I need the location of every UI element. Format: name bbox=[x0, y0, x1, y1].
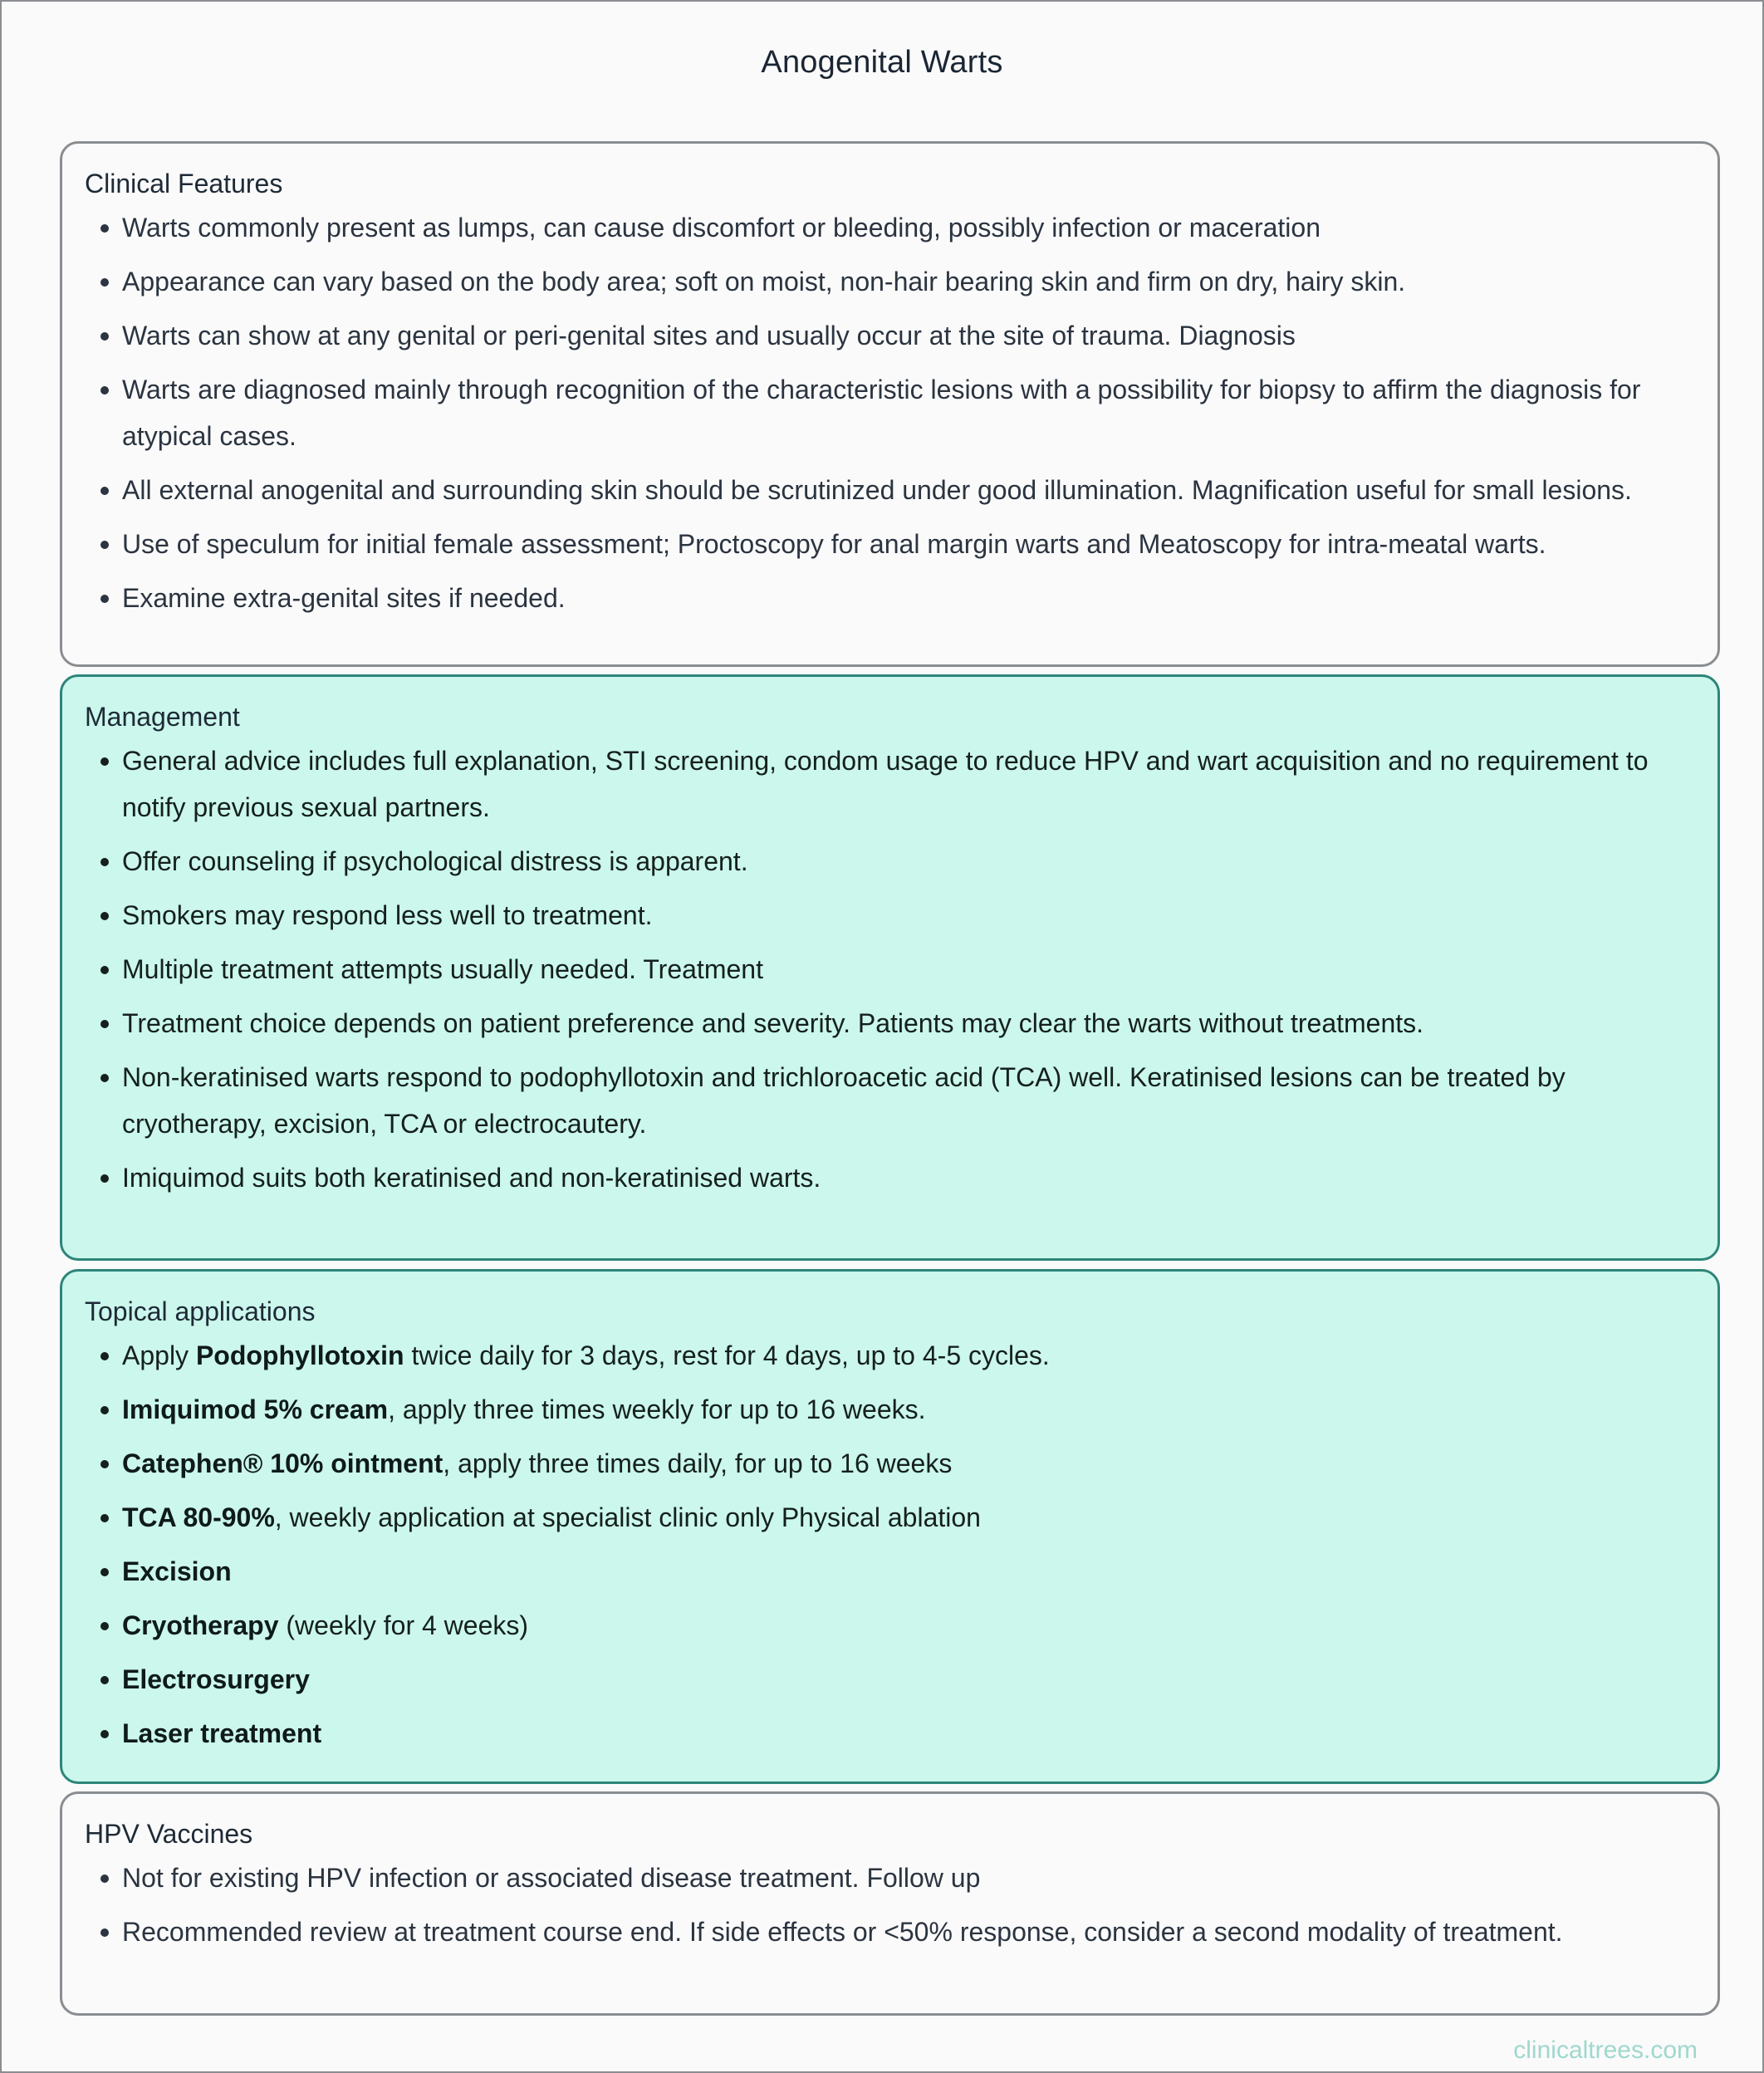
list-item: Appearance can vary based on the body area; soft on moist, non-hair bearing skin and firm on dry, hairy skin. bbox=[122, 258, 1695, 305]
list-item: Offer counseling if psychological distress is apparent. bbox=[122, 838, 1695, 885]
clinical-features-list bbox=[85, 204, 1695, 621]
management-card bbox=[60, 674, 1720, 1261]
list-item: Examine extra-genital sites if needed. bbox=[122, 575, 1695, 621]
section-heading: HPV Vaccines bbox=[85, 1819, 253, 1849]
topical-applications-list bbox=[85, 1332, 1695, 1757]
list-item: Imiquimod 5% cream, apply three times weekly for up to 16 weeks. bbox=[122, 1386, 1695, 1433]
list-item: Imiquimod suits both keratinised and non-keratinised warts. bbox=[122, 1154, 1695, 1201]
list-item: Apply Podophyllotoxin twice daily for 3 days, rest for 4 days, up to 4-5 cycles. bbox=[122, 1332, 1695, 1379]
list-item: Cryotherapy (weekly for 4 weeks) bbox=[122, 1602, 1695, 1649]
list-item: Multiple treatment attempts usually needed. Treatment bbox=[122, 946, 1695, 992]
management-list bbox=[85, 738, 1695, 1201]
list-item: TCA 80-90%, weekly application at specialist clinic only Physical ablation bbox=[122, 1494, 1695, 1541]
list-item: Laser treatment bbox=[122, 1710, 1695, 1757]
list-item: Non-keratinised warts respond to podophyllotoxin and trichloroacetic acid (TCA) well. Keratinised lesions can be treated by cryotherapy, excision, TCA or electrocautery. bbox=[122, 1054, 1695, 1147]
list-item: Catephen® 10% ointment, apply three times daily, for up to 16 weeks bbox=[122, 1440, 1695, 1487]
footer-brand: clinicaltrees.com bbox=[1513, 2036, 1698, 2064]
clinical-features-card bbox=[60, 141, 1720, 667]
list-item: Smokers may respond less well to treatment. bbox=[122, 892, 1695, 938]
list-item: Treatment choice depends on patient preference and severity. Patients may clear the warts without treatments. bbox=[122, 1000, 1695, 1046]
list-item: Warts can show at any genital or peri-genital sites and usually occur at the site of trauma. Diagnosis bbox=[122, 312, 1695, 359]
hpv-vaccines-card bbox=[60, 1791, 1720, 2016]
list-item: Not for existing HPV infection or associated disease treatment. Follow up bbox=[122, 1855, 1695, 1901]
section-heading: Management bbox=[85, 702, 240, 732]
page-title: Anogenital Warts bbox=[761, 45, 1003, 80]
list-item: Use of speculum for initial female assessment; Proctoscopy for anal margin warts and Meatoscopy for intra-meatal warts. bbox=[122, 521, 1695, 567]
section-heading: Topical applications bbox=[85, 1296, 316, 1326]
list-item: Recommended review at treatment course end. If side effects or <50% response, consider a second modality of treatment. bbox=[122, 1909, 1695, 1955]
section-heading: Clinical Features bbox=[85, 169, 283, 198]
list-item: Warts are diagnosed mainly through recognition of the characteristic lesions with a possibility for biopsy to affirm the diagnosis for atypical cases. bbox=[122, 366, 1695, 459]
list-item: Electrosurgery bbox=[122, 1656, 1695, 1703]
list-item: Excision bbox=[122, 1548, 1695, 1595]
list-item: All external anogenital and surrounding skin should be scrutinized under good illumination. Magnification useful for small lesions. bbox=[122, 467, 1695, 513]
list-item: General advice includes full explanation, STI screening, condom usage to reduce HPV and wart acquisition and no requirement to notify previous sexual partners. bbox=[122, 738, 1695, 831]
topical-applications-card bbox=[60, 1269, 1720, 1784]
hpv-vaccines-list bbox=[85, 1855, 1695, 1955]
list-item: Warts commonly present as lumps, can cause discomfort or bleeding, possibly infection or maceration bbox=[122, 204, 1695, 251]
